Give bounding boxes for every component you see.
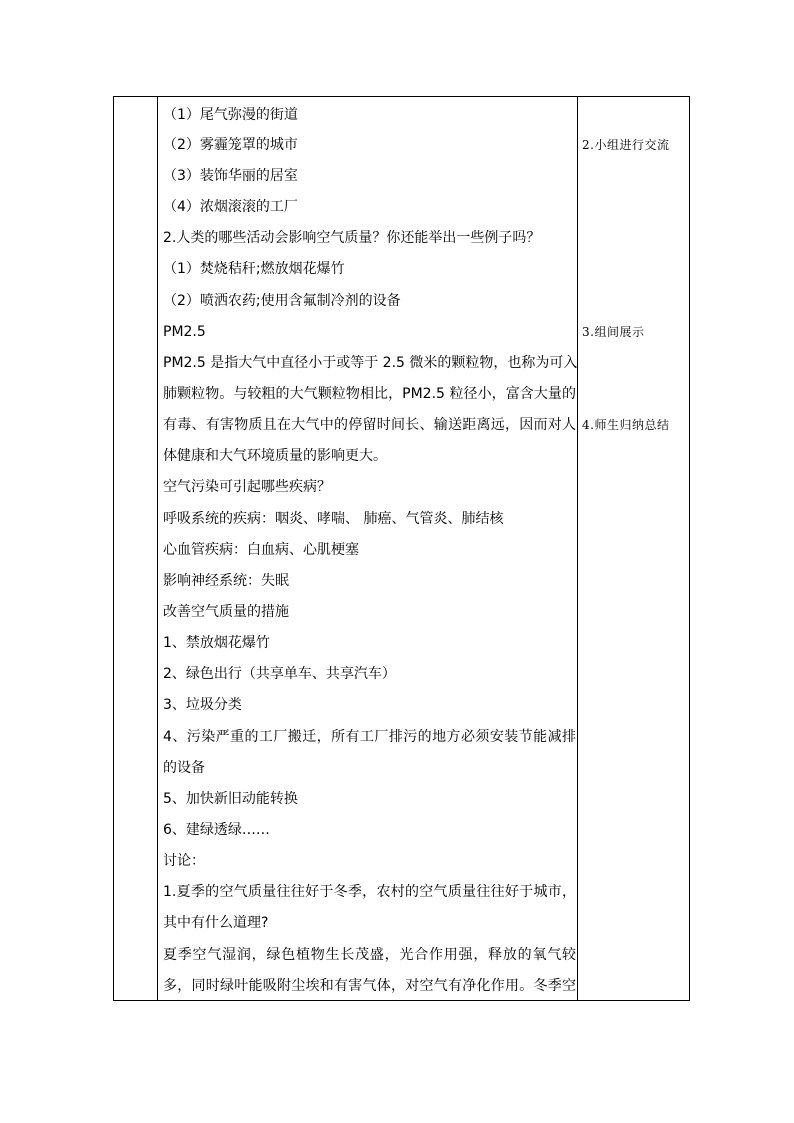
activity-note: 2.小组进行交流 (582, 138, 670, 152)
text-line: （1）尾气弥漫的街道 (163, 107, 298, 123)
text-line: 1.夏季的空气质量往往好于冬季，农村的空气质量往往好于城市， (163, 884, 576, 900)
text-line: 的设备 (163, 760, 205, 776)
text-line: 空气污染可引起哪些疾病？ (163, 479, 331, 495)
column-divider-left (157, 97, 158, 1000)
text-line: 夏季空气湿润，绿色植物生长茂盛，光合作用强，释放的氧气较 (163, 947, 576, 963)
text-line: 6、建绿透绿…… (163, 822, 270, 838)
text-line: 多，同时绿叶能吸附尘埃和有害气体，对空气有净化作用。冬季空 (163, 978, 576, 994)
text-line: 1、禁放烟花爆竹 (163, 635, 270, 651)
text-line: （2）雾霾笼罩的城市 (163, 137, 298, 153)
text-line: 影响神经系统：失眠 (163, 573, 289, 589)
text-line: 5、加快新旧动能转换 (163, 791, 298, 807)
text-line: 改善空气质量的措施 (163, 604, 289, 620)
lesson-table (113, 96, 690, 1001)
text-line: 呼吸系统的疾病：咽炎、哮喘、 肺癌、气管炎、肺结核 (163, 511, 504, 527)
text-line: 有毒、有害物质且在大气中的停留时间长、输送距离远，因而对人 (163, 417, 576, 433)
text-line: （1）焚烧秸秆;燃放烟花爆竹 (163, 261, 345, 277)
text-line: 3、垃圾分类 (163, 697, 242, 713)
text-line: （3）装饰华丽的居室 (163, 168, 298, 184)
text-line: 体健康和大气环境质量的影响更大。 (163, 448, 387, 464)
text-line: 其中有什么道理? (163, 915, 269, 931)
text-line: 心血管疾病：白血病、心肌梗塞 (163, 542, 359, 558)
text-line: （2）喷洒农药;使用含氟制冷剂的设备 (163, 293, 401, 309)
text-line: （4）浓烟滚滚的工厂 (163, 199, 298, 215)
activity-note: 4.师生归纳总结 (582, 418, 670, 432)
text-line: PM2.5 (163, 324, 206, 340)
activity-note: 3.组间展示 (582, 325, 645, 339)
text-line: 2、绿色出行（共享单车、共享汽车） (163, 666, 396, 682)
text-line: 2.人类的哪些活动会影响空气质量？你还能举出一些例子吗？ (163, 230, 541, 246)
text-line: 肺颗粒物。与较粗的大气颗粒物相比，PM2.5 粒径小，富含大量的 (163, 386, 576, 402)
text-line: PM2.5 是指大气中直径小于或等于 2.5 微米的颗粒物，也称为可入 (163, 355, 578, 371)
column-divider-right (577, 97, 578, 1000)
text-line: 4、污染严重的工厂搬迁，所有工厂排污的地方必须安装节能减排 (163, 729, 576, 745)
text-line: 讨论： (163, 853, 205, 869)
